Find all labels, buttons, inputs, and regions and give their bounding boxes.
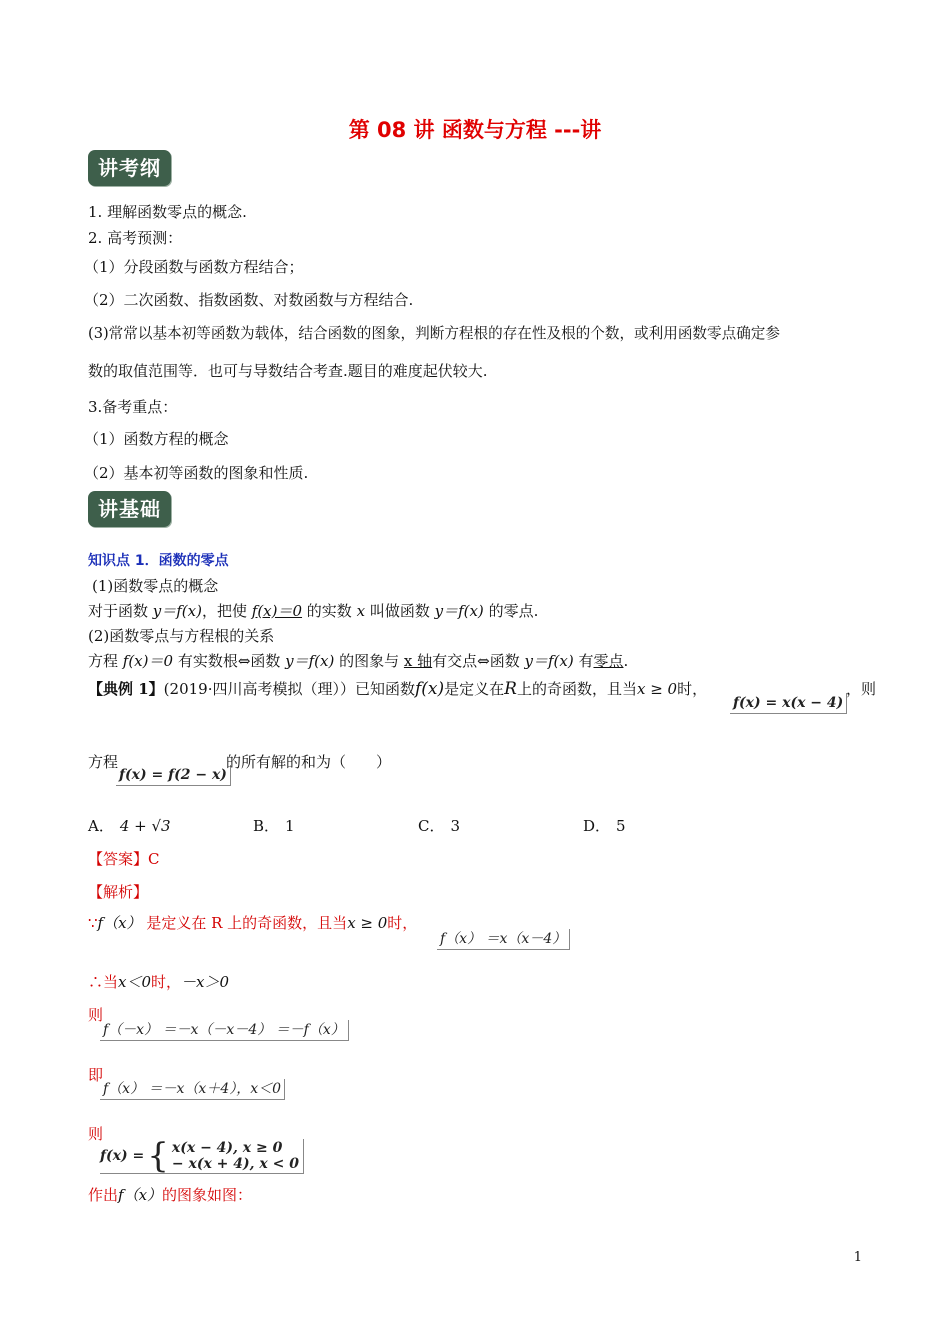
zero-root-relation: 方程 f(x)＝0 有实数根⇔函数 y＝f(x) 的图象与 x 轴有交点⇔函数 y＝f(x) 有零点. xyxy=(88,652,629,670)
example-question-line2-a: 方程 xyxy=(88,753,119,771)
analysis-step-5-label: 则 xyxy=(88,1125,104,1143)
syllabus-item-7: 3.备考重点： xyxy=(88,398,178,416)
answer-label: 【答案】C xyxy=(88,850,160,868)
analysis-step-3-label: 则 xyxy=(88,1006,104,1024)
example-equation: f(x) = f(2 − x) xyxy=(116,765,231,786)
analysis-label: 【解析】 xyxy=(88,883,149,901)
analysis-step-4-label: 即 xyxy=(88,1066,104,1084)
example-then: ，则 xyxy=(846,680,877,698)
analysis-step-1-definition: f（x） ＝x（x－4） xyxy=(437,929,570,950)
option-b[interactable]: B． 1 xyxy=(253,817,295,835)
section-badge-basics: 讲基础 xyxy=(88,491,171,527)
syllabus-item-1: 1. 理解函数零点的概念. xyxy=(88,203,247,221)
analysis-step-6: 作出f（x）的图象如图： xyxy=(88,1186,253,1204)
example-question-line1: 【典例 1】(2019·四川高考模拟（理））已知函数f(x)是定义在R上的奇函数，且当x ≥ 0时， xyxy=(88,679,708,699)
option-a[interactable]: A． 4 + √3 xyxy=(88,817,171,835)
knowledge-point-title: 知识点 1．函数的零点 xyxy=(88,553,229,569)
section-badge-syllabus: 讲考纲 xyxy=(88,150,171,186)
syllabus-item-5: (3)常常以基本初等函数为载体，结合函数的图象，判断方程根的存在性及根的个数，或利用函数零点确定参 xyxy=(88,325,780,342)
subheading-zero-concept: (1)函数零点的概念 xyxy=(92,577,219,595)
syllabus-item-6: 数的取值范围等．也可与导数结合考查.题目的难度起伏较大. xyxy=(88,362,488,380)
analysis-step-3-equation: f（－x） ＝－x（－x－4） ＝－f（x） xyxy=(100,1020,349,1041)
syllabus-item-2: 2. 高考预测： xyxy=(88,229,183,247)
example-question-line2-b: 的所有解的和为（ ） xyxy=(226,753,392,771)
analysis-step-2: ∴当x＜0时，－x＞0 xyxy=(88,973,230,991)
syllabus-item-4: （2）二次函数、指数函数、对数函数与方程结合. xyxy=(84,291,414,309)
piecewise-function: f(x) = { x(x − 4), x ≥ 0 − x(x + 4), x < 0 xyxy=(100,1139,304,1174)
page-number: 1 xyxy=(853,1250,862,1265)
syllabus-item-3: （1）分段函数与函数方程结合； xyxy=(84,258,304,276)
option-c[interactable]: C． 3 xyxy=(418,817,461,835)
page-title: 第 08 讲 函数与方程 ---讲 xyxy=(348,118,602,142)
zero-definition: 对于函数 y＝f(x)，把使 f(x)＝0 的实数 x 叫做函数 y＝f(x) 的零点. xyxy=(88,602,539,620)
analysis-step-4-equation: f（x） ＝－x（x＋4），x＜0 xyxy=(100,1079,285,1100)
option-d[interactable]: D． 5 xyxy=(583,817,626,835)
subheading-zero-root-relation: (2)函数零点与方程根的关系 xyxy=(88,627,275,645)
syllabus-item-8: （1）函数方程的概念 xyxy=(84,430,229,448)
syllabus-item-9: （2）基本初等函数的图象和性质. xyxy=(84,464,309,482)
example-function-definition: f(x) = x(x − 4) xyxy=(730,693,847,714)
analysis-step-1: ∵f（x） 是定义在 R 上的奇函数，且当x ≥ 0时， xyxy=(88,914,418,932)
